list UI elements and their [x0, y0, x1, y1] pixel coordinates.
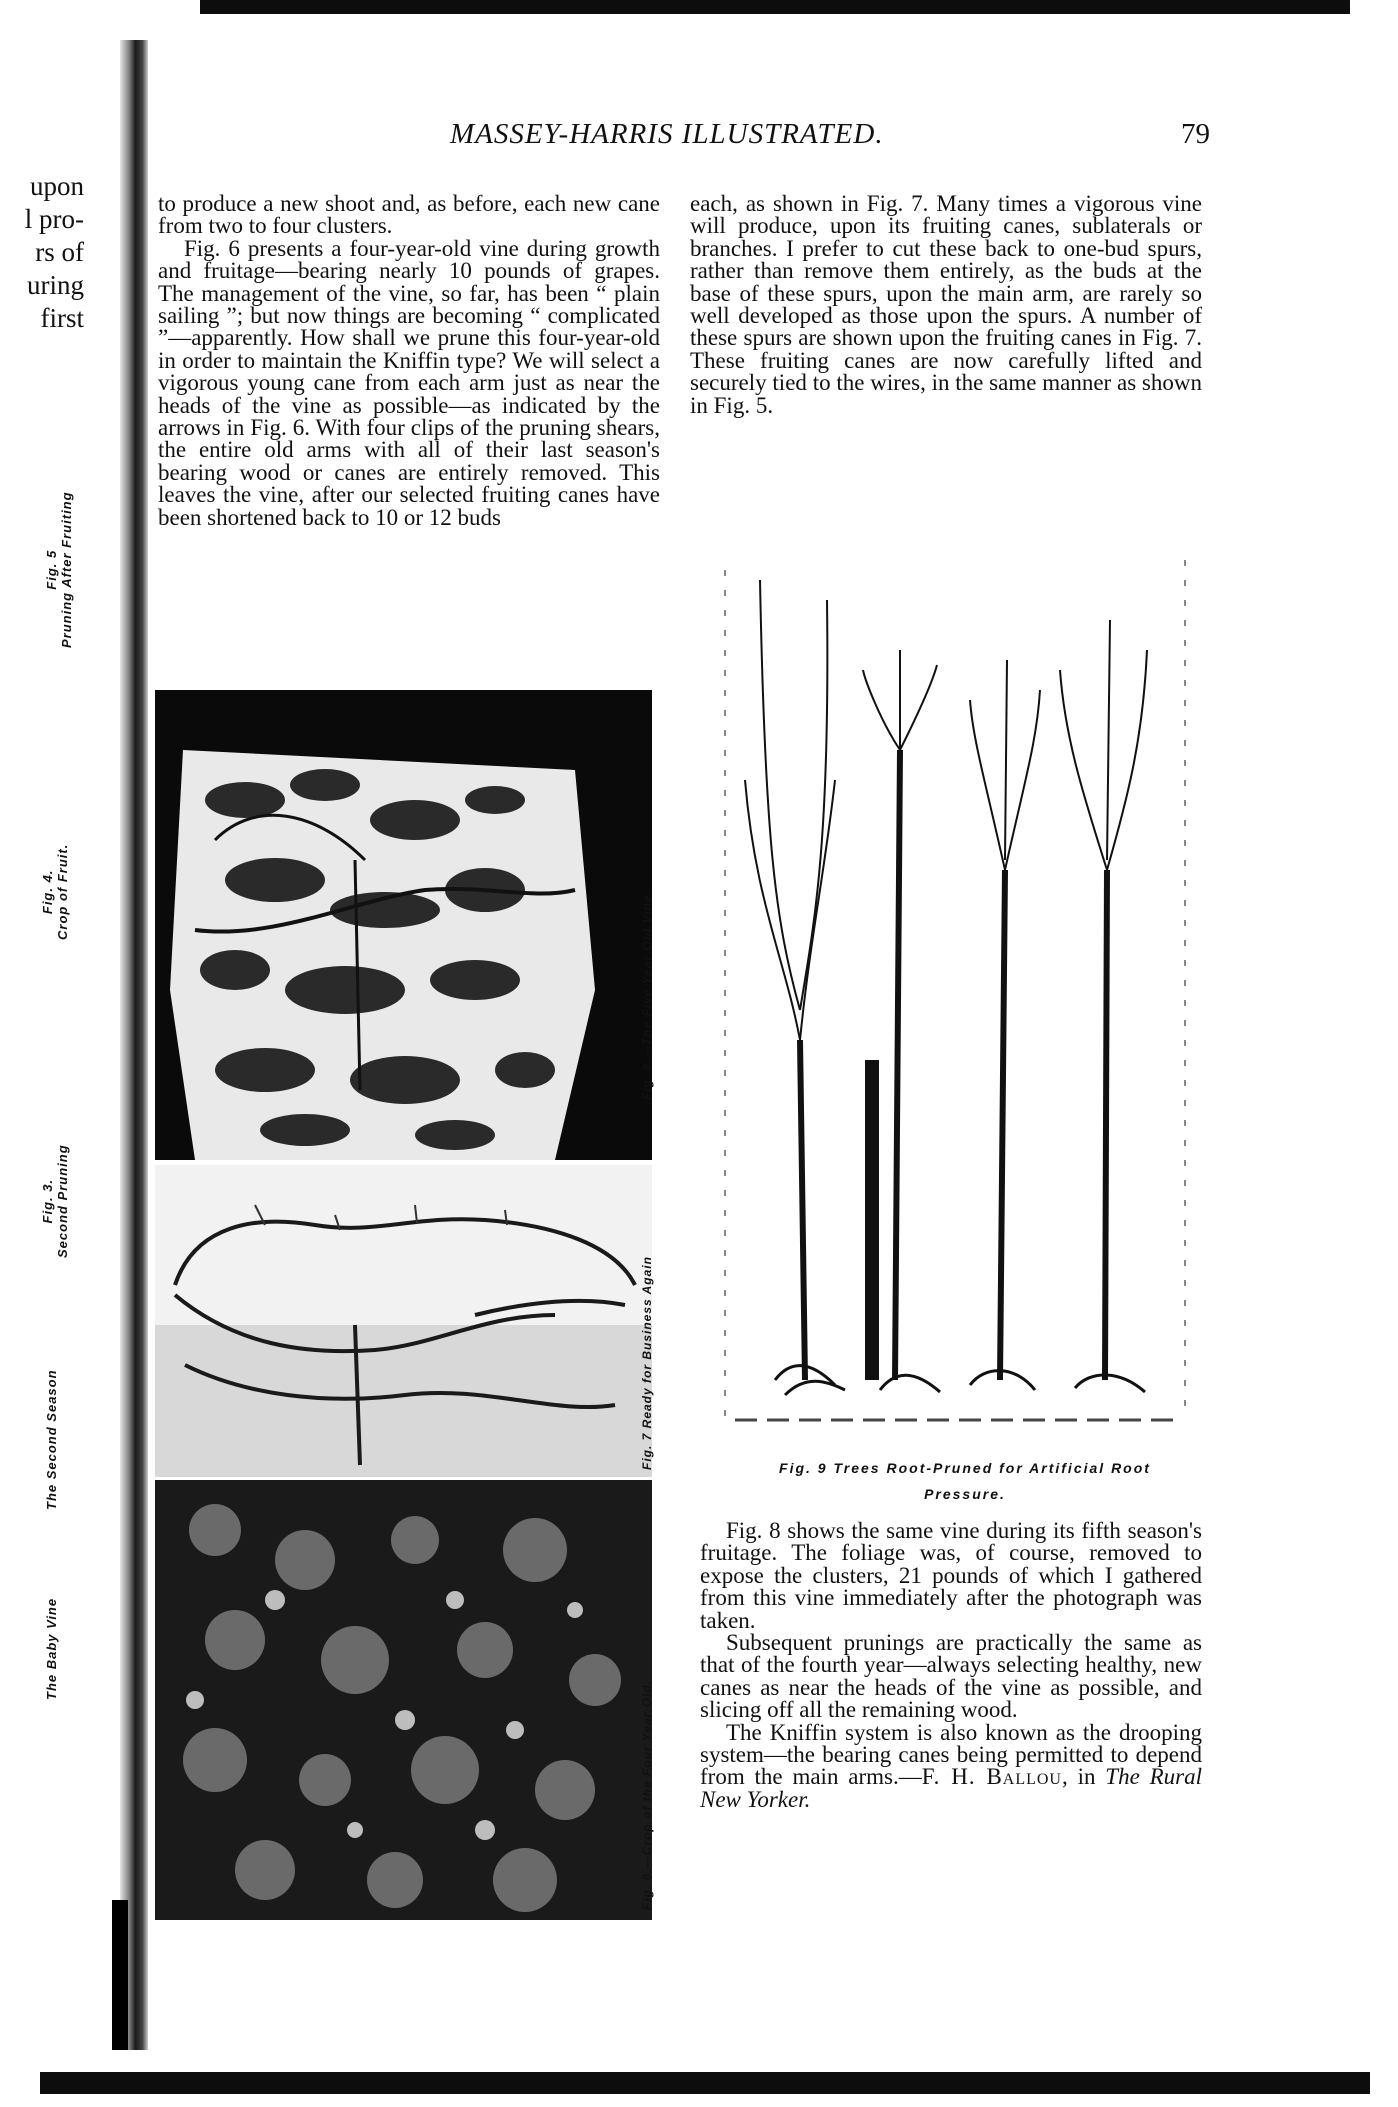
fragment-line: first: [40, 303, 84, 333]
fragment-line: upon: [30, 171, 84, 201]
bottom-scan-border: [40, 2072, 1370, 2094]
grape-crop-image: [155, 1480, 652, 1920]
fig8-caption: Fig. 8.—The Five Year Old Vine.: [640, 890, 654, 1100]
page-number: 79: [1181, 118, 1210, 150]
caption-line: The Baby Vine: [44, 1597, 59, 1700]
running-head: [150, 118, 1210, 158]
caption-line: Second Pruning: [55, 1144, 70, 1258]
caption-line: Fig. 5: [44, 549, 59, 590]
fig6-photo-grape-crop: [155, 1480, 652, 1920]
fragment-line: rs of: [35, 237, 84, 267]
fig1-margin-caption: [44, 1598, 59, 1700]
paragraph: Fig. 6 presents a four-year-old vine during growth and fruitage—bearing nearly 10 pounds of grapes. The management of the vine, so far, has been “ plain sailing ”; but now things are becoming “ complicated ”—apparently. How shall we prune this four-year-old in order to maintain the Kniffin type? We will select a vigorous young cane from each arm just as near the heads of the vine as possible—as indicated by the arrows in Fig. 6. With four clips of the pruning shears, the entire old arms with all of their last season's bearing wood or canes are entirely removed. This leaves the vine, after our selected fruiting canes have been shortened back to 10 or 12 buds: [158, 235, 660, 530]
top-scan-border: [200, 0, 1350, 14]
pruned-vine-image: [155, 1165, 652, 1477]
caption-line: Fig. 4.: [40, 869, 55, 915]
fig7-caption: Fig. 7 Ready for Business Again: [640, 1256, 654, 1470]
paragraph: Fig. 8 shows the same vine during its fifth season's fruitage. The foliage was, of course, removed to expose the clusters, 21 pounds of which I gathered from this vine immediately after the photograph was taken.: [700, 1518, 1202, 1633]
vine-foliage-image: [155, 690, 652, 1160]
binding-gutter-dark: [112, 1900, 128, 2050]
paragraph: Subsequent prunings are practically the same as that of the fourth year—always selecting healthy, new canes as near the heads of the vine as possible, and slicing off all the remaining wood.: [700, 1630, 1202, 1723]
caption-line: Pruning After Fruiting: [59, 491, 74, 648]
paragraph-text: The Kniffin system is also known as the drooping system—the bearing canes being permitted to depend from the main arms.—: [700, 1719, 1202, 1790]
caption-line: Crop of Fruit.: [55, 843, 70, 940]
author-name: F. H. Ballou: [921, 1764, 1062, 1790]
binding-gutter: [120, 40, 148, 2050]
trees-drawing: [715, 540, 1195, 1440]
caption-line: Fig. 9 Trees Root-Pruned for Artificial Root: [779, 1460, 1151, 1476]
journal-title: MASSEY-HARRIS ILLUSTRATED.: [450, 118, 884, 150]
caption-line: The Second Season: [44, 1369, 59, 1510]
fig9-caption: [730, 1455, 1200, 1507]
fig6-caption: Fig. 6.—Crop of the Four Year Old.: [640, 1679, 654, 1910]
paragraph-with-attribution: [700, 1719, 1203, 1812]
caption-line: Pressure.: [924, 1486, 1006, 1502]
fragment-line: uring: [27, 270, 84, 300]
paragraph: each, as shown in Fig. 7. Many times a vigorous vine will produce, upon its fruiting canes, sublaterals or branches. I prefer to cut these back to one-bud spurs, rather than remove them entirely, as the buds at the base of these spurs, upon the main arm, are rarely so well developed as those upon the spurs. A number of these spurs are shown upon the fruiting canes in Fig. 7. These fruiting canes are now carefully lifted and securely tied to the wires, in the same manner as shown in Fig. 5.: [690, 191, 1202, 418]
fragment-line: l pro-: [24, 204, 84, 234]
fig7-photo-pruned-vine: [155, 1165, 652, 1477]
fig8-photo-vine-foliage: [155, 690, 652, 1160]
attribution-connector: , in: [1062, 1764, 1106, 1790]
paragraph: to produce a new shoot and, as before, each new cane from two to four clusters.: [158, 191, 660, 239]
fig5-margin-caption: [44, 491, 74, 648]
fig2-margin-caption: [44, 1369, 59, 1510]
caption-line: Fig. 3.: [40, 1178, 55, 1224]
article-column-3: [700, 1520, 1202, 1811]
facing-page-fragment: [4, 170, 84, 335]
fig3-margin-caption: [40, 1144, 70, 1258]
fig9-illustration-root-pruned-trees: [715, 540, 1195, 1440]
article-column-2: [690, 193, 1202, 417]
article-column-1: [158, 193, 660, 529]
source-publication: The Rural New Yorker.: [700, 1764, 1203, 1812]
fig4-margin-caption: [40, 844, 70, 940]
